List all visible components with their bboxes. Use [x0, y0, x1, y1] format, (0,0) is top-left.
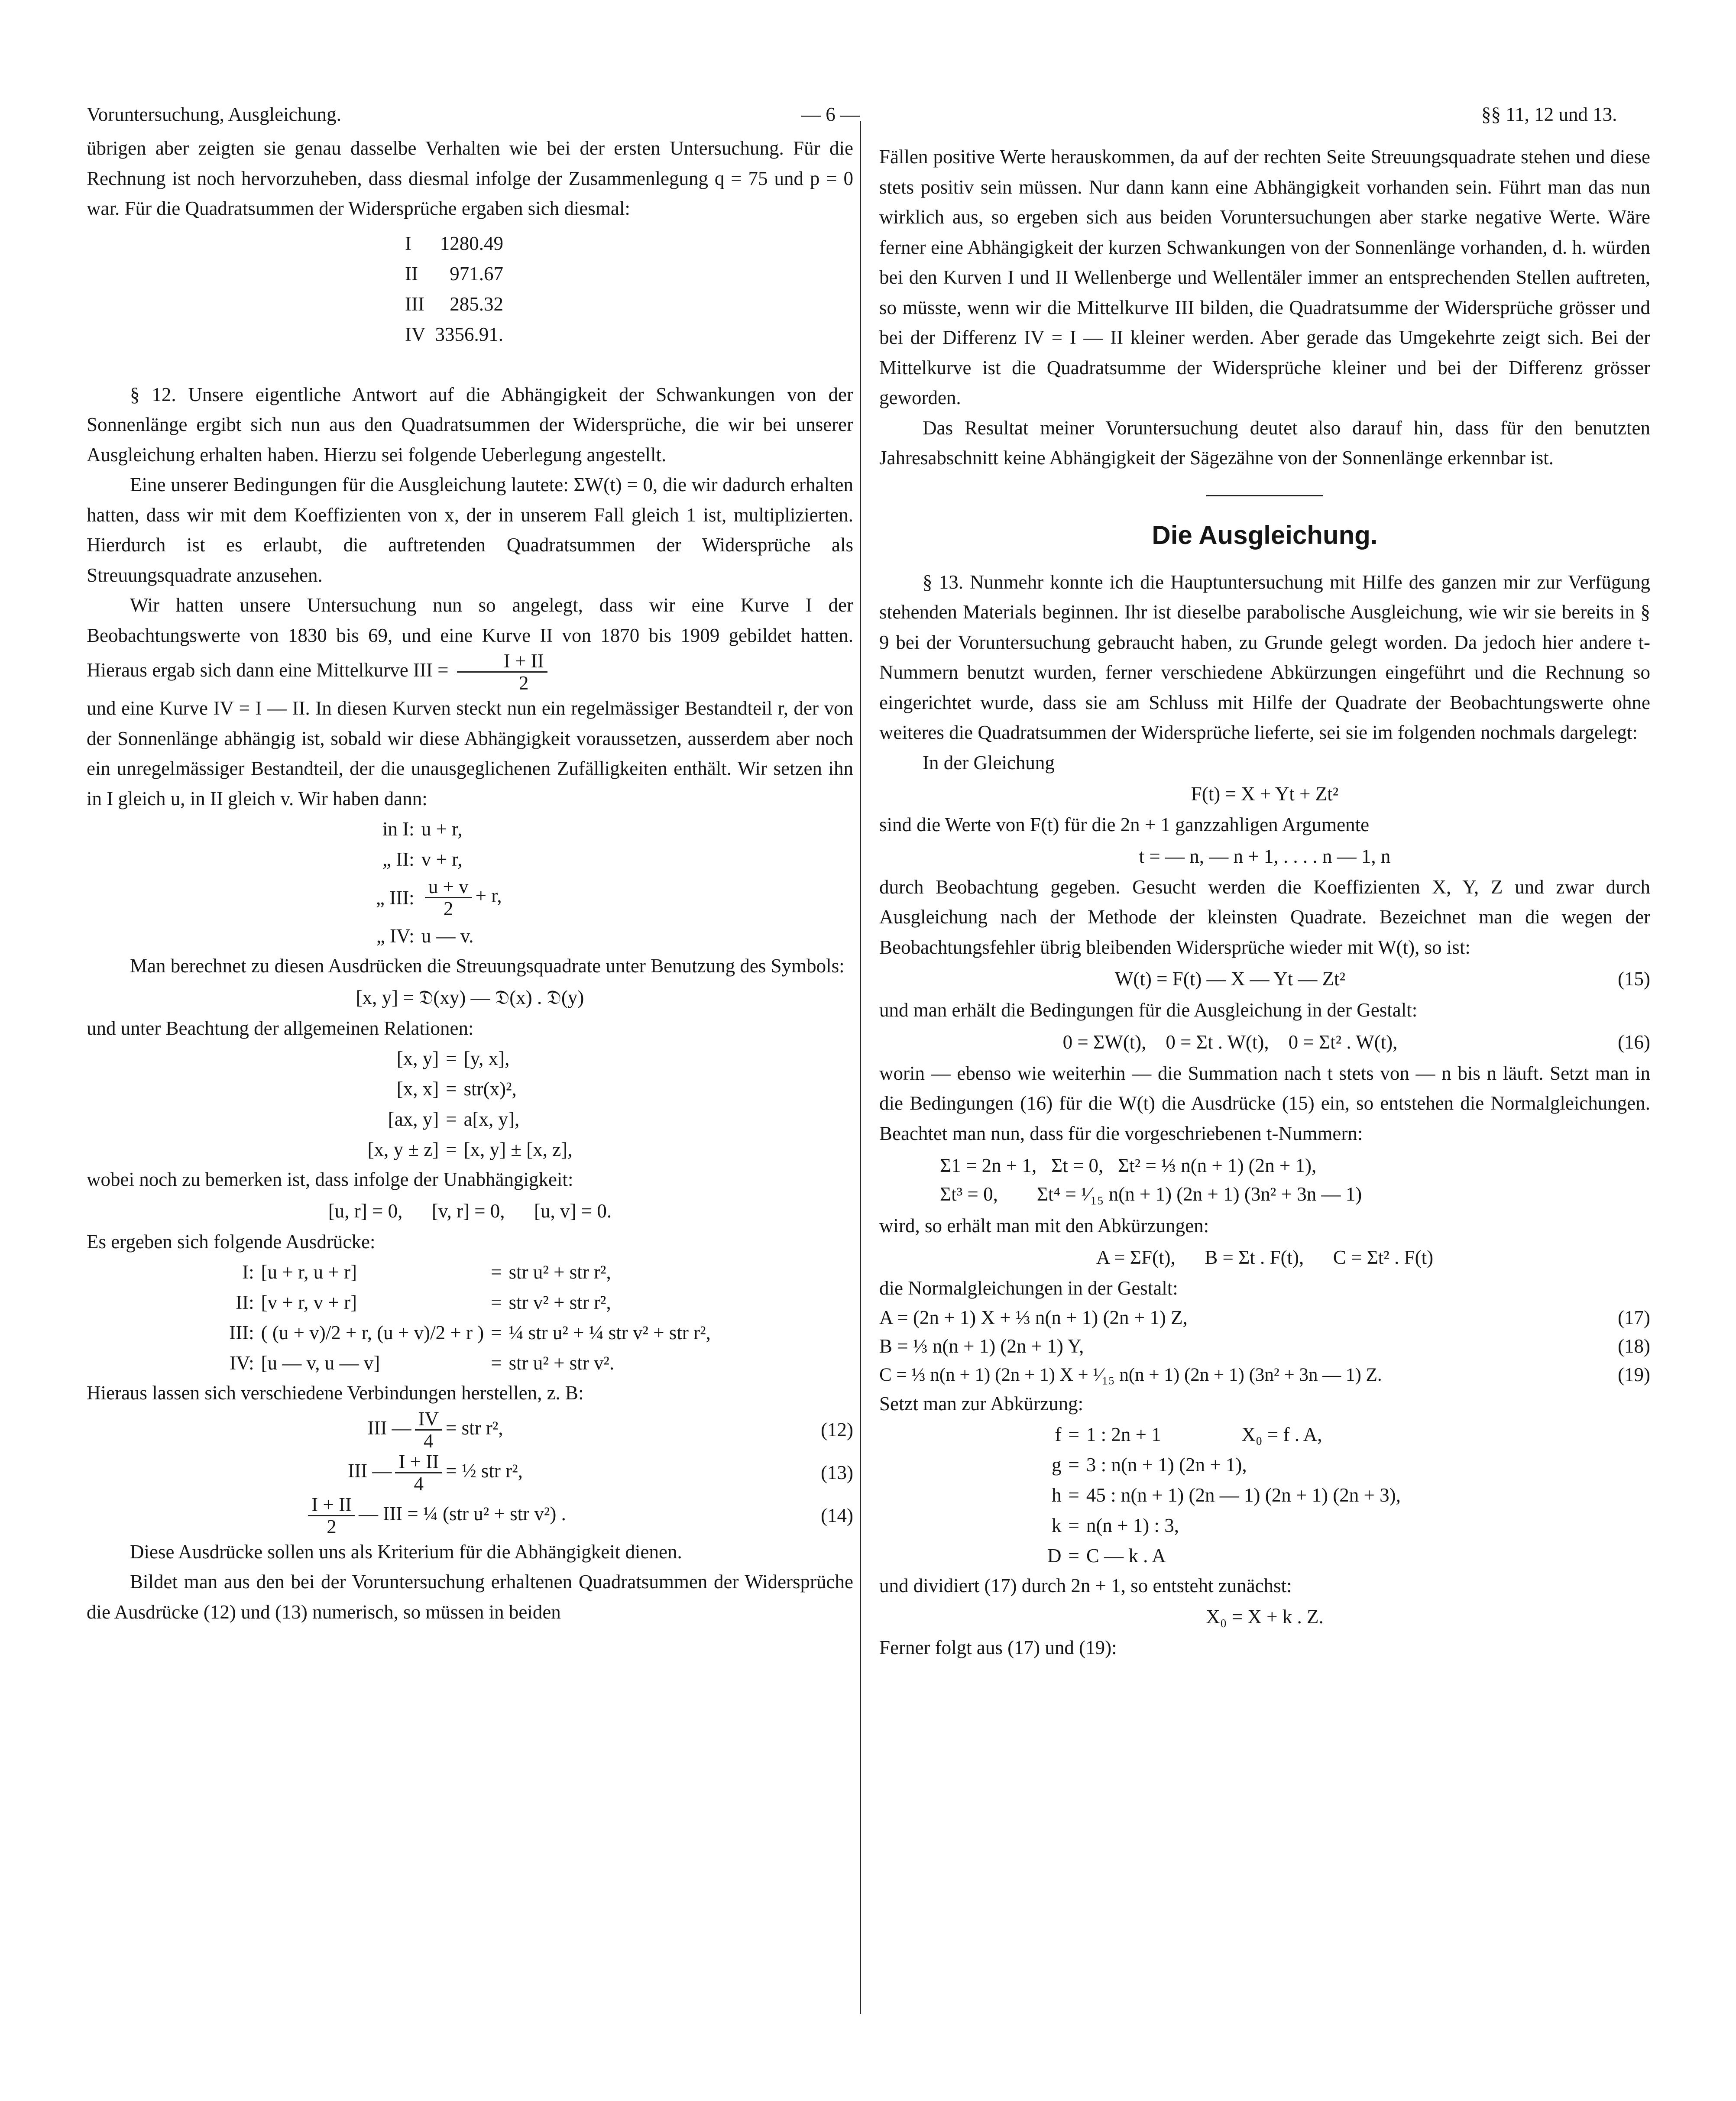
- list-item: g = 3 : n(n + 1) (2n + 1),: [1052, 1454, 1247, 1476]
- equation-number: (12): [821, 1419, 853, 1441]
- equation-number: (17): [1618, 1307, 1650, 1328]
- paragraph: wobei noch zu bemerken ist, dass infolge der Unabhängigkeit:: [87, 1169, 573, 1190]
- paragraph: übrigen aber zeigten sie genau dasselbe Verhalten wie bei der ersten Untersuchung. Für die Rechnung ist noch hervorzuheben, dass diesmal infolge der Zusammenlegung q = 75 und p = 0 war. Für die Quadratsummen der Widersprüche ergaben sich diesmal:: [87, 137, 853, 219]
- paragraph: Setzt man zur Abkürzung:: [879, 1393, 1084, 1415]
- equation-17: A = (2n + 1) X + ⅓ n(n + 1) (2n + 1) Z, (17): [879, 1307, 1650, 1328]
- list-item: k = n(n + 1) : 3,: [1052, 1514, 1179, 1536]
- section-divider: [1206, 495, 1323, 496]
- paragraph: und unter Beachtung der allgemeinen Relationen:: [87, 1017, 474, 1039]
- list-item: „ IV: u — v.: [376, 925, 474, 947]
- equation-X0: X₀ = X + k . Z.: [1206, 1606, 1324, 1628]
- paragraph: Diese Ausdrücke sollen uns als Kriterium für die Abhängigkeit dienen.: [130, 1541, 682, 1563]
- equation-14: $\frac{I + II}{2}$ — III = ¼ (str u² + str v²) . (14): [87, 1494, 853, 1537]
- running-header-left: Voruntersuchung, Ausgleichung.: [87, 104, 341, 125]
- list-item: I: [u + r, u + r] = str u² + str r²,: [242, 1261, 611, 1283]
- paragraph: und man erhält die Bedingungen für die Ausgleichung in der Gestalt:: [879, 999, 1418, 1021]
- paragraph: Wir hatten unsere Untersuchung nun so angelegt, dass wir eine Kurve I der Beobachtungswerte von 1830 bis 69, und eine Kurve II von 1870 bis 1909 gebildet hatten. Hieraus ergab sich dann eine Mittelkurve III = $\frac{I + II}{2}$: [87, 594, 853, 694]
- list-item: „ II: v + r,: [382, 848, 463, 870]
- equation-16: 0 = ΣW(t), 0 = Σt . W(t), 0 = Σt² . W(t), (16): [1062, 1031, 1650, 1053]
- equation-number: (13): [821, 1462, 853, 1483]
- column-divider: [860, 121, 861, 2014]
- fraction: $\frac{u + v}{2}$: [425, 876, 472, 919]
- right-column: [879, 142, 1650, 1663]
- quadratsummen-table: [405, 228, 513, 350]
- table-row: I 1280.49: [405, 232, 503, 254]
- equation-number: (16): [1618, 1031, 1650, 1053]
- equation-13: III — $\frac{I + II}{4}$ = ½ str r², (13): [348, 1450, 853, 1495]
- paragraph-section-12: § 12. Unsere eigentliche Antwort auf die Abhängigkeit der Schwankungen von der Sonnenlänge ergibt sich nun aus den Quadratsummen der Widersprüche, die wir bei unserer Ausgleichung erhalten haben. Hierzu sei folgende Ueberlegung angestellt.: [87, 383, 853, 466]
- relations: [364, 1043, 576, 1165]
- table-row: IV 3356.91.: [405, 323, 503, 345]
- list-item: [ax, y] = a[x, y],: [388, 1108, 520, 1130]
- independence-equations: [u, r] = 0, [v, r] = 0, [u, v] = 0.: [328, 1200, 612, 1222]
- paragraph: sind die Werte von F(t) für die 2n + 1 ganzzahligen Argumente: [879, 814, 1370, 835]
- section-heading: Die Ausgleichung.: [1152, 520, 1378, 550]
- table-row: II 971.67: [405, 262, 503, 285]
- paragraph: durch Beobachtung gegeben. Gesucht werden die Koeffizienten X, Y, Z und zwar durch Ausgleichung nach der Methode der kleinsten Quadrate. Bezeichnet man die wegen der Beobachtungsfehler übrig bleibenden Widersprüche wieder mit W(t), so ist:: [879, 876, 1650, 958]
- paragraph-section-13: § 13. Nunmehr konnte ich die Hauptuntersuchung mit Hilfe des ganzen mir zur Verfügung stehenden Materials beginnen. Ihr ist dieselbe parabolische Ausgleichung, wie wir sie bereits in § 9 bei der Voruntersuchung gebraucht haben, zu Grunde gelegt worden. Da jedoch hier andere t-Nummern benutzt wurden, ferner verschiedene Abkürzungen eingeführt und die Rechnung so eingerichtet wurde, dass sie am Schluss mit Hilfe der Quadrate der Beobachtungswerte ohne weiteres die Quadratsummen der Widersprüche lieferte, sei sie im folgenden nochmals dargelegt:: [879, 571, 1650, 743]
- sum-formulas: Σ1 = 2n + 1, Σt = 0, Σt² = ⅓ n(n + 1) (2n + 1), Σt³ = 0, Σt⁴ = ¹⁄₁₅ n(n + 1) (2n + 1) (3n² + 3n — 1): [940, 1155, 1362, 1205]
- table-row: III 285.32: [405, 293, 503, 315]
- paragraph: die Normalgleichungen in der Gestalt:: [879, 1277, 1178, 1299]
- left-column: [87, 133, 853, 1627]
- list-item: D = C — k . A: [1047, 1544, 1166, 1567]
- equation-F: F(t) = X + Yt + Zt²: [1191, 783, 1339, 805]
- equation-12: III — $\frac{IV}{4}$ = str r², (12): [367, 1408, 853, 1452]
- equation-number: (15): [1618, 968, 1650, 990]
- fraction: $\frac{I + II}{2}$: [457, 651, 547, 693]
- equation-number: (14): [821, 1505, 853, 1526]
- paragraph: Bildet man aus den bei der Voruntersuchung erhaltenen Quadratsummen der Widersprüche die Ausdrücke (12) und (13) numerisch, so müssen in beiden: [87, 1571, 853, 1623]
- list-item: h = 45 : n(n + 1) (2n — 1) (2n + 1) (2n + 3),: [1052, 1484, 1401, 1506]
- equation-15: W(t) = F(t) — X — Yt — Zt² (15): [1114, 968, 1650, 990]
- paragraph: Es ergeben sich folgende Ausdrücke:: [87, 1230, 376, 1253]
- list-item: [x, y ± z] = [x, y] ± [x, z],: [367, 1139, 573, 1160]
- equation-number: (19): [1618, 1364, 1650, 1386]
- paragraph: wird, so erhält man mit den Abkürzungen:: [879, 1215, 1209, 1237]
- paragraph: worin — ebenso wie weiterhin — die Summation nach t stets von — n bis n läuft. Setzt man in die Bedingungen (16) für die W(t) die Ausdrücke (15) ein, so entstehen die Normalgleichungen. Beachtet man nun, dass für die vorgeschriebenen t-Nummern:: [879, 1062, 1650, 1144]
- case-list: [372, 814, 505, 951]
- running-header-right: §§ 11, 12 und 13.: [1481, 104, 1617, 125]
- list-item: [x, y] = [y, x],: [396, 1048, 510, 1069]
- list-item: III: ( (u + v)/2 + r, (u + v)/2 + r ) = ¼ str u² + ¼ str v² + str r²,: [229, 1322, 711, 1343]
- list-item: [x, x] = str(x)²,: [396, 1078, 517, 1100]
- equation-18: B = ⅓ n(n + 1) (2n + 1) Y, (18): [879, 1335, 1650, 1357]
- paragraph: Hieraus lassen sich verschiedene Verbindungen herstellen, z. B:: [87, 1382, 584, 1404]
- equation-19: C = ⅓ n(n + 1) (2n + 1) X + ¹⁄₁₅ n(n + 1) (2n + 1) (3n² + 3n — 1) Z. (19): [879, 1364, 1650, 1386]
- abbreviations: A = ΣF(t), B = Σt . F(t), C = Σt² . F(t): [1096, 1246, 1434, 1268]
- paragraph: und eine Kurve IV = I — II. In diesen Kurven steckt nun ein regelmässiger Bestandteil r, der von der Sonnenlänge abhängig ist, sobald wir diese Abhängigkeit voraussetzen, ausserdem aber noch ein unregelmässiger Bestandteil, der die unausgeglichenen Zufälligkeiten enthält. Wir setzen ihn in I gleich u, in II gleich v. Wir haben dann:: [87, 697, 853, 809]
- paragraph: Ferner folgt aus (17) und (19):: [879, 1637, 1117, 1658]
- expressions: [226, 1257, 714, 1378]
- page-number: — 6 —: [801, 104, 860, 125]
- list-item: f = 1 : 2n + 1 X₀ = f . A,: [1055, 1423, 1322, 1445]
- definitions: [1044, 1419, 1404, 1571]
- equation-t: t = — n, — n + 1, . . . . n — 1, n: [1139, 845, 1391, 867]
- list-item: II: [v + r, v + r] = str v² + str r²,: [236, 1292, 611, 1313]
- symbol-definition: [x, y] = 𝔇(xy) — 𝔇(x) . 𝔇(y): [356, 986, 584, 1008]
- paragraph: In der Gleichung: [923, 751, 1055, 774]
- paragraph: Man berechnet zu diesen Ausdrücken die Streuungsquadrate unter Benutzung des Symbols:: [130, 955, 845, 977]
- list-item: in I: u + r,: [382, 818, 463, 840]
- paragraph: Das Resultat meiner Voruntersuchung deutet also darauf hin, dass für den benutzten Jahresabschnitt keine Abhängigkeit der Sägezähne von der Sonnenlänge erkennbar ist.: [879, 417, 1650, 469]
- paragraph: und dividiert (17) durch 2n + 1, so entsteht zunächst:: [879, 1574, 1292, 1596]
- equation-number: (18): [1618, 1335, 1650, 1357]
- list-item: „ III: $\frac{u + v}{2}$ + r,: [376, 876, 502, 919]
- paragraph: Eine unserer Bedingungen für die Ausgleichung lautete: ΣW(t) = 0, die wir dadurch erhalten hatten, dass wir mit dem Koeffizienten von x, der in unserem Fall gleich 1 ist, multiplizierten. Hierdurch ist es erlaubt, die auftretenden Quadratsummen der Widersprüche als Streuungsquadrate anzusehen.: [87, 474, 853, 586]
- list-item: IV: [u — v, u — v] = str u² + str v².: [229, 1352, 615, 1374]
- paragraph: Fällen positive Werte herauskommen, da auf der rechten Seite Streuungsquadrate stehen und diese stets positiv sein müssen. Nur dann kann eine Abhängigkeit vorhanden sein. Führt man das nun wirklich aus, so ergeben sich aus beiden Voruntersuchungen aber starke negative Werte. Wäre ferner eine Abhängigkeit der kurzen Schwankungen von der Sonnenlänge vorhanden, d. h. würden bei den Kurven I und II Wellenberge und Wellentäler immer an entsprechenden Stellen auftreten, so müsste, wenn wir die Mittelkurve III bilden, die Quadratsumme der Widersprüche grösser und bei der Differenz IV = I — II kleiner werden. Aber gerade das Umgekehrte zeigt sich. Bei der Mittelkurve ist die Quadratsumme der Widersprüche kleiner und bei der Differenz grösser geworden.: [879, 146, 1650, 408]
